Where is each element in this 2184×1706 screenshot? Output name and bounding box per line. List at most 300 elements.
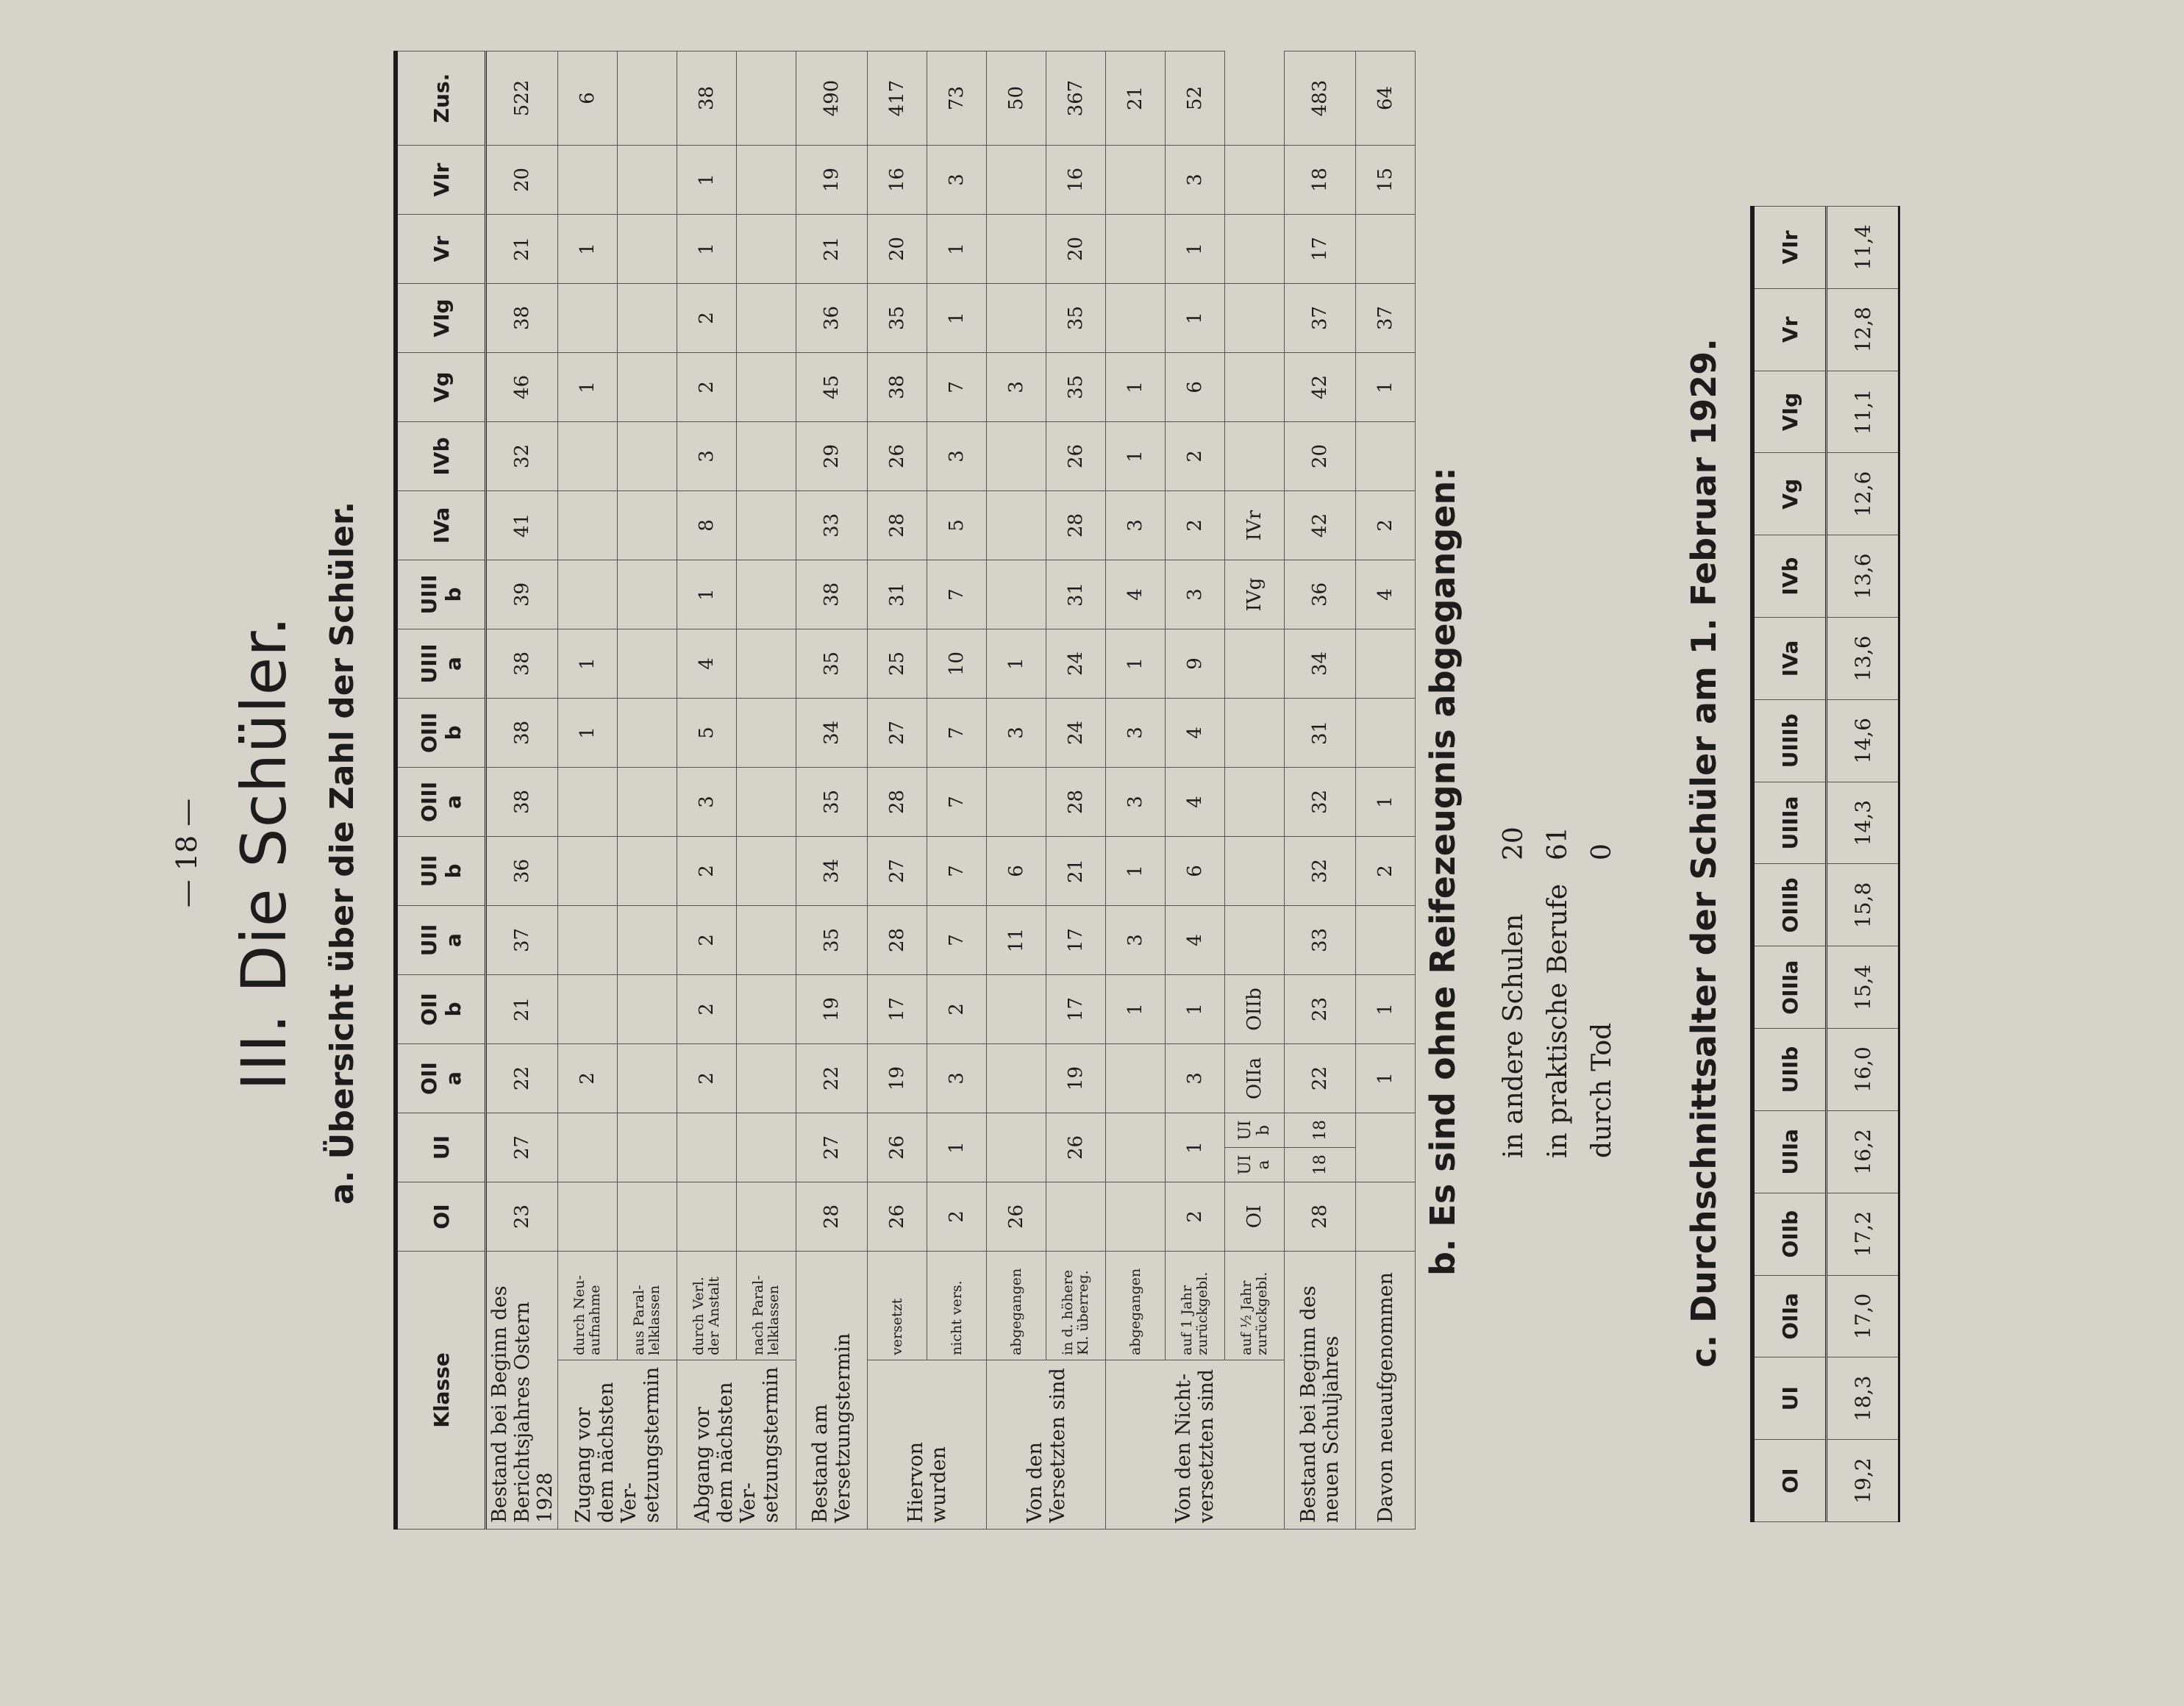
value-cell: 1: [1166, 974, 1225, 1043]
value-cell: [677, 1113, 737, 1182]
value-cell: [618, 283, 677, 352]
value-cell: [987, 421, 1046, 490]
value-cell: 38: [796, 560, 868, 629]
value-cell: [737, 905, 796, 974]
value-cell: [618, 490, 677, 560]
value-cell: [737, 145, 796, 214]
value-cell: 41: [486, 490, 558, 560]
row-label: auf 1 Jahr zurückgebl.: [1166, 1251, 1225, 1360]
value-cell: 8: [677, 490, 737, 560]
page-title: III. Die Schüler.: [228, 615, 300, 1091]
value-cell: 17: [1046, 974, 1106, 1043]
reason-label: durch Tod: [1587, 1022, 1617, 1158]
value-cell: 16: [1046, 145, 1106, 214]
value-cell: 17: [868, 974, 927, 1043]
value-cell: 7: [927, 560, 987, 629]
value-cell: 37: [486, 905, 558, 974]
empty-cell: [1225, 283, 1285, 352]
split-cell: [1225, 1113, 1285, 1182]
value-cell: 1: [1166, 283, 1225, 352]
value-cell: 3: [677, 767, 737, 836]
empty-cell: [1225, 214, 1285, 283]
table-row: [796, 51, 868, 1529]
age-cell: 11,4: [1827, 207, 1899, 289]
value-cell: 1: [1106, 421, 1166, 490]
value-cell: 20: [868, 214, 927, 283]
age-cell: 13,6: [1827, 618, 1899, 700]
value-cell: 24: [1046, 629, 1106, 698]
value-cell: 32: [1285, 767, 1356, 836]
value-cell: 38: [868, 352, 927, 421]
value-cell: 4: [1356, 560, 1416, 629]
value-cell: [1106, 1043, 1166, 1113]
row-label: nicht vers.: [927, 1251, 987, 1360]
value-cell: 3: [1166, 560, 1225, 629]
value-cell: [558, 1182, 618, 1251]
value-cell: 2: [927, 974, 987, 1043]
value-cell: 36: [1285, 560, 1356, 629]
total-cell: 367: [1046, 51, 1106, 145]
table-row: [618, 51, 677, 1529]
value-cell: [737, 490, 796, 560]
header-cell: UII a: [396, 905, 486, 974]
reason-label: in praktische Berufe: [1543, 883, 1573, 1158]
value-cell: 16: [868, 145, 927, 214]
value-cell: 3: [1106, 490, 1166, 560]
empty-cell: [1225, 836, 1285, 905]
header-cell: UI: [396, 1113, 486, 1182]
header-cell: Vr: [396, 214, 486, 283]
value-cell: [558, 905, 618, 974]
page-number: — 18 —: [171, 798, 203, 908]
total-cell: 417: [868, 51, 927, 145]
value-cell: 1: [1106, 974, 1166, 1043]
value-cell: 7: [927, 352, 987, 421]
row-label: abgegangen: [1106, 1251, 1166, 1360]
value-cell: 6: [1166, 352, 1225, 421]
table-c-header-row: [1752, 207, 1827, 1522]
total-cell: 52: [1166, 51, 1225, 145]
value-cell: 28: [868, 490, 927, 560]
value-cell: [737, 629, 796, 698]
value-cell: 1: [1166, 214, 1225, 283]
value-cell: 33: [796, 490, 868, 560]
value-cell: 29: [796, 421, 868, 490]
value-cell: 26: [868, 1113, 927, 1182]
value-cell: 3: [927, 421, 987, 490]
empty-cell: [1225, 352, 1285, 421]
value-cell: 2: [1166, 421, 1225, 490]
value-cell: 36: [796, 283, 868, 352]
row-label: Bestand bei Beginn des Berichtsjahres Ostern 1928: [486, 1251, 558, 1529]
value-cell: [1106, 1113, 1166, 1182]
value-cell: [1356, 1113, 1416, 1182]
value-cell: [1106, 214, 1166, 283]
value-cell: [737, 1113, 796, 1182]
header-cell: VIg: [396, 283, 486, 352]
value-cell: [558, 1113, 618, 1182]
value-cell: [987, 1043, 1046, 1113]
value-cell: [737, 1043, 796, 1113]
table-row: [558, 51, 618, 1529]
value-cell: [558, 421, 618, 490]
value-cell: 3: [927, 145, 987, 214]
value-cell: 1: [927, 1113, 987, 1182]
header-cell: VIg: [1752, 371, 1827, 453]
value-cell: [987, 767, 1046, 836]
age-cell: 14,3: [1827, 782, 1899, 864]
value-cell: 1: [1106, 836, 1166, 905]
value-cell: 33: [1285, 905, 1356, 974]
value-cell: 34: [796, 836, 868, 905]
age-cell: 19,2: [1827, 1440, 1899, 1522]
empty-cell: [1225, 145, 1285, 214]
total-cell: 490: [796, 51, 868, 145]
value-cell: 28: [868, 767, 927, 836]
header-cell: UIIIa: [1752, 782, 1827, 864]
empty-cell: [1225, 905, 1285, 974]
value-cell: 35: [796, 767, 868, 836]
table-row: [1827, 207, 1899, 1522]
value-cell: [1106, 283, 1166, 352]
header-cell: Vg: [396, 352, 486, 421]
value-cell: 22: [1285, 1043, 1356, 1113]
value-cell: [618, 629, 677, 698]
value-cell: [737, 560, 796, 629]
value-cell: 38: [486, 283, 558, 352]
value-cell: 20: [1285, 421, 1356, 490]
value-cell: 1: [677, 560, 737, 629]
value-cell: [618, 1113, 677, 1182]
value-cell: 34: [796, 698, 868, 767]
row-group-label: Abgang vor dem nächsten Ver- setzungstermin: [677, 1360, 796, 1530]
value-cell: 6: [987, 836, 1046, 905]
value-cell: 27: [486, 1113, 558, 1182]
age-cell: 11,1: [1827, 371, 1899, 453]
empty-cell: [1225, 767, 1285, 836]
value-cell: 7: [927, 905, 987, 974]
value-cell: 3: [1106, 767, 1166, 836]
value-cell: 5: [677, 698, 737, 767]
age-cell: 18,3: [1827, 1357, 1899, 1440]
split-cell: [1285, 1113, 1356, 1182]
value-cell: 24: [1046, 698, 1106, 767]
class-cell: OIIb: [1225, 974, 1285, 1043]
header-cell: UI: [1752, 1357, 1827, 1440]
value-cell: 1: [677, 214, 737, 283]
value-cell: [987, 490, 1046, 560]
value-cell: 37: [1356, 283, 1416, 352]
age-cell: 16,2: [1827, 1110, 1899, 1193]
value-cell: [987, 1113, 1046, 1182]
total-cell: 73: [927, 51, 987, 145]
value-cell: 45: [796, 352, 868, 421]
value-cell: [987, 560, 1046, 629]
value-cell: 3: [1106, 905, 1166, 974]
header-cell: IVa: [1752, 618, 1827, 700]
class-cell: OI: [1225, 1182, 1285, 1251]
table-row: [987, 51, 1046, 1529]
table-row: [868, 51, 927, 1529]
empty-cell: [1225, 421, 1285, 490]
header-cell: OIIIb: [1752, 864, 1827, 946]
value-cell: 4: [677, 629, 737, 698]
value-cell: 1: [558, 214, 618, 283]
total-cell: 483: [1285, 51, 1356, 145]
class-cell: UI a: [1225, 1147, 1284, 1182]
value-cell: 1: [987, 629, 1046, 698]
value-cell: 4: [1106, 560, 1166, 629]
value-cell: 3: [987, 352, 1046, 421]
value-cell: 25: [868, 629, 927, 698]
value-cell: 18: [1285, 1147, 1355, 1182]
value-cell: [618, 421, 677, 490]
value-cell: 28: [1285, 1182, 1356, 1251]
header-cell: OIIIa: [1752, 946, 1827, 1029]
row-label: nach Paral- lelklassen: [737, 1251, 796, 1360]
section-a-title: a. Übersicht über die Zahl der Schüler.: [324, 501, 361, 1205]
table-row: [677, 51, 737, 1529]
average-age-table: [1750, 206, 1900, 1522]
value-cell: 21: [796, 214, 868, 283]
reason-count: 0: [1587, 843, 1617, 860]
value-cell: 1: [558, 629, 618, 698]
value-cell: 18: [1285, 145, 1356, 214]
value-cell: 2: [677, 836, 737, 905]
header-cell: OI: [396, 1182, 486, 1251]
value-cell: [558, 836, 618, 905]
value-cell: 1: [558, 352, 618, 421]
value-cell: 1: [1356, 1043, 1416, 1113]
value-cell: 26: [868, 421, 927, 490]
age-cell: 12,8: [1827, 288, 1899, 371]
value-cell: 21: [1046, 836, 1106, 905]
header-cell: OII b: [396, 974, 486, 1043]
row-label: auf ½ Jahr zurückgebl.: [1225, 1251, 1285, 1360]
value-cell: [737, 1182, 796, 1251]
value-cell: [618, 145, 677, 214]
value-cell: 1: [1356, 767, 1416, 836]
value-cell: 2: [1166, 1182, 1225, 1251]
value-cell: 4: [1166, 698, 1225, 767]
total-cell: 38: [677, 51, 737, 145]
value-cell: [1356, 214, 1416, 283]
value-cell: 19: [868, 1043, 927, 1113]
value-cell: 7: [927, 836, 987, 905]
value-cell: [618, 905, 677, 974]
row-label: in d. höhere Kl. überreg.: [1046, 1251, 1106, 1360]
value-cell: 1: [1166, 1113, 1225, 1182]
value-cell: [1356, 629, 1416, 698]
value-cell: 31: [1046, 560, 1106, 629]
value-cell: 32: [1285, 836, 1356, 905]
row-label: durch Verl. der Anstalt: [677, 1251, 737, 1360]
value-cell: [1046, 1182, 1106, 1251]
row-label: Bestand am Versetzungstermin: [796, 1251, 868, 1529]
value-cell: 2: [1356, 490, 1416, 560]
value-cell: 34: [1285, 629, 1356, 698]
value-cell: 1: [558, 698, 618, 767]
header-cell: UIII b: [396, 560, 486, 629]
header-cell: VIr: [1752, 207, 1827, 289]
value-cell: [1356, 698, 1416, 767]
value-cell: [737, 352, 796, 421]
value-cell: 39: [486, 560, 558, 629]
value-cell: 28: [796, 1182, 868, 1251]
value-cell: 17: [1046, 905, 1106, 974]
header-cell: OIIa: [1752, 1275, 1827, 1357]
value-cell: 22: [796, 1043, 868, 1113]
age-cell: 14,6: [1827, 699, 1899, 782]
value-cell: 35: [1046, 283, 1106, 352]
value-cell: 26: [1046, 1113, 1106, 1182]
value-cell: 26: [987, 1182, 1046, 1251]
value-cell: 7: [927, 698, 987, 767]
value-cell: 2: [1166, 490, 1225, 560]
value-cell: 2: [677, 352, 737, 421]
value-cell: [737, 974, 796, 1043]
value-cell: [618, 352, 677, 421]
value-cell: 2: [677, 283, 737, 352]
row-label: abgegangen: [987, 1251, 1046, 1360]
value-cell: [558, 767, 618, 836]
age-cell: 17,2: [1827, 1193, 1899, 1275]
table-row: [1166, 51, 1225, 1529]
value-cell: 1: [1356, 974, 1416, 1043]
value-cell: 27: [796, 1113, 868, 1182]
age-cell: 15,8: [1827, 864, 1899, 946]
value-cell: 37: [1285, 283, 1356, 352]
header-cell: OII a: [396, 1043, 486, 1113]
age-cell: 13,6: [1827, 535, 1899, 618]
value-cell: [1356, 1182, 1416, 1251]
value-cell: [618, 836, 677, 905]
header-cell: IVa: [396, 490, 486, 560]
empty-cell: [1225, 698, 1285, 767]
class-cell: OIIa: [1225, 1043, 1285, 1113]
row-label: Davon neuaufgenommen: [1356, 1251, 1416, 1529]
value-cell: [558, 974, 618, 1043]
header-cell: IVb: [396, 421, 486, 490]
value-cell: [558, 490, 618, 560]
table-row: [737, 51, 796, 1529]
value-cell: 28: [1046, 490, 1106, 560]
value-cell: 28: [868, 905, 927, 974]
value-cell: 19: [1046, 1043, 1106, 1113]
value-cell: 26: [868, 1182, 927, 1251]
value-cell: 11: [987, 905, 1046, 974]
header-cell: Klasse: [396, 1251, 486, 1529]
value-cell: 31: [1285, 698, 1356, 767]
row-label: durch Neu- aufnahme: [558, 1251, 618, 1360]
reason-count: 20: [1499, 827, 1529, 860]
value-cell: 17: [1285, 214, 1356, 283]
value-cell: 3: [677, 421, 737, 490]
table-a-header-row: [396, 51, 486, 1529]
value-cell: 9: [1166, 629, 1225, 698]
value-cell: 1: [1356, 352, 1416, 421]
table-row: [927, 51, 987, 1529]
row-label: versetzt: [868, 1251, 927, 1360]
value-cell: [1356, 421, 1416, 490]
value-cell: 4: [1166, 905, 1225, 974]
value-cell: 38: [486, 698, 558, 767]
age-cell: 17,0: [1827, 1275, 1899, 1357]
value-cell: 38: [486, 767, 558, 836]
header-cell: Zus.: [396, 51, 486, 145]
value-cell: 20: [1046, 214, 1106, 283]
table-row: [1106, 51, 1166, 1529]
table-row: [1356, 51, 1416, 1529]
total-cell: [737, 51, 796, 145]
student-count-table: [393, 51, 1416, 1530]
value-cell: 23: [486, 1182, 558, 1251]
value-cell: [618, 214, 677, 283]
value-cell: 22: [486, 1043, 558, 1113]
table-row: [486, 51, 558, 1529]
value-cell: [987, 214, 1046, 283]
value-cell: 21: [486, 974, 558, 1043]
value-cell: [618, 698, 677, 767]
total-cell: 64: [1356, 51, 1416, 145]
class-cell: UI b: [1236, 1120, 1273, 1141]
value-cell: [987, 283, 1046, 352]
value-cell: 7: [927, 767, 987, 836]
value-cell: [618, 1043, 677, 1113]
value-cell: 27: [868, 698, 927, 767]
value-cell: [987, 145, 1046, 214]
value-cell: 23: [1285, 974, 1356, 1043]
value-cell: 19: [796, 145, 868, 214]
value-cell: [737, 214, 796, 283]
value-cell: 46: [486, 352, 558, 421]
value-cell: 28: [1046, 767, 1106, 836]
value-cell: [737, 421, 796, 490]
value-cell: 27: [868, 836, 927, 905]
age-cell: 16,0: [1827, 1029, 1899, 1111]
value-cell: 3: [987, 698, 1046, 767]
header-cell: OI: [1752, 1440, 1827, 1522]
value-cell: 42: [1285, 490, 1356, 560]
value-cell: 3: [927, 1043, 987, 1113]
header-cell: Vr: [1752, 288, 1827, 371]
value-cell: 20: [486, 145, 558, 214]
value-cell: [558, 560, 618, 629]
value-cell: [737, 767, 796, 836]
reason-count: 61: [1543, 827, 1573, 860]
header-cell: VIr: [396, 145, 486, 214]
value-cell: [987, 974, 1046, 1043]
value-cell: 26: [1046, 421, 1106, 490]
table-row: [1046, 51, 1106, 1529]
value-cell: [737, 836, 796, 905]
row-group-label: Von den Versetzten sind: [987, 1360, 1106, 1530]
value-cell: 31: [868, 560, 927, 629]
value-cell: 1: [677, 145, 737, 214]
header-cell: UIIb: [1752, 1029, 1827, 1111]
header-cell: IVb: [1752, 535, 1827, 618]
header-cell: OIII a: [396, 767, 486, 836]
value-cell: 19: [796, 974, 868, 1043]
class-cell: IVr: [1225, 490, 1285, 560]
value-cell: 1: [1106, 629, 1166, 698]
value-cell: 2: [677, 905, 737, 974]
value-cell: [558, 283, 618, 352]
total-cell: [618, 51, 677, 145]
value-cell: 3: [1106, 698, 1166, 767]
value-cell: 10: [927, 629, 987, 698]
value-cell: [618, 974, 677, 1043]
